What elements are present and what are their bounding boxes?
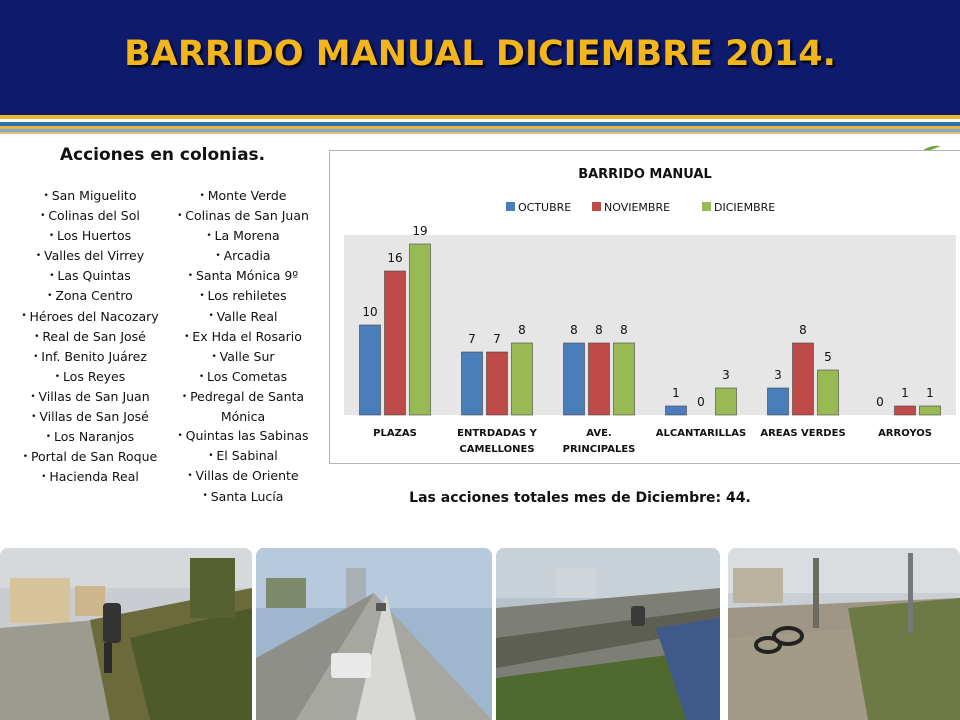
legend-label: OCTUBRE	[518, 201, 572, 214]
bar-noviembre	[487, 352, 508, 415]
data-label: 7	[468, 332, 476, 346]
legend-swatch	[506, 202, 515, 211]
data-label: 3	[774, 368, 782, 382]
bar-octubre	[768, 388, 789, 415]
data-label: 1	[672, 386, 680, 400]
bar-chart	[330, 151, 960, 463]
category-label: ENTRDADAS Y	[457, 428, 537, 439]
data-label: 7	[493, 332, 501, 346]
data-label: 0	[876, 395, 884, 409]
photo-drain-cleaning	[496, 548, 720, 720]
bar-diciembre	[818, 370, 839, 415]
bar-diciembre	[512, 343, 533, 415]
bar-diciembre	[410, 244, 431, 415]
page-title: BARRIDO MANUAL DICIEMBRE 2014.	[124, 34, 836, 74]
colonia-list-item: • Los Naranjos	[5, 427, 175, 447]
colonia-list-item: • Monte Verde	[158, 186, 328, 206]
data-label: 16	[387, 251, 403, 265]
colonia-list-item: • Inf. Benito Juárez	[5, 347, 175, 367]
bar-diciembre	[920, 406, 941, 415]
colonia-list-item: • Pedregal de Santa Mónica	[158, 387, 328, 426]
colonia-list-item: • Quintas las Sabinas	[158, 426, 328, 446]
colonia-list-item: • El Sabinal	[158, 446, 328, 466]
colonia-list-item: • Colinas de San Juan	[158, 206, 328, 226]
category-label: ALCANTARILLAS	[655, 428, 747, 439]
data-label: 8	[595, 323, 603, 337]
data-label: 1	[901, 386, 909, 400]
colonia-list-item: • Villas de San José	[5, 407, 175, 427]
colonia-list-item: • Ex Hda el Rosario	[158, 327, 328, 347]
stripe-gold-3	[0, 132, 960, 134]
colonia-list-item: • San Miguelito	[5, 186, 175, 206]
header-banner	[0, 0, 960, 115]
colonia-list-item: • Valles del Virrey	[5, 246, 175, 266]
colonia-list-item: • La Morena	[158, 226, 328, 246]
colonia-list-item: • Héroes del Nacozary	[5, 307, 175, 327]
colonia-list-item: • Valle Sur	[158, 347, 328, 367]
data-label: 0	[697, 395, 705, 409]
category-label: AVE.	[586, 428, 612, 439]
bar-noviembre	[793, 343, 814, 415]
data-label: 19	[412, 224, 428, 238]
colonia-list-item: • Villas de San Juan	[5, 387, 175, 407]
colonias-heading: Acciones en colonias.	[59, 145, 266, 165]
data-label: 8	[518, 323, 526, 337]
colonia-list-item: • Arcadia	[158, 246, 328, 266]
photo-roadside-weeding	[0, 548, 252, 720]
data-label: 3	[722, 368, 730, 382]
total-actions-summary: Las acciones totales mes de Diciembre: 44.	[409, 490, 751, 506]
colonia-list-item: • Los rehiletes	[158, 286, 328, 306]
bar-diciembre	[614, 343, 635, 415]
colonia-list-item: • Los Reyes	[5, 367, 175, 387]
data-label: 1	[926, 386, 934, 400]
photo-tires-cleanup	[728, 548, 960, 720]
bar-octubre	[462, 352, 483, 415]
bar-octubre	[564, 343, 585, 415]
legend-swatch	[702, 202, 711, 211]
category-label: ARROYOS	[878, 428, 932, 439]
data-label: 8	[570, 323, 578, 337]
colonia-list-item: • Las Quintas	[5, 266, 175, 286]
bar-noviembre	[385, 271, 406, 415]
legend-label: DICIEMBRE	[714, 201, 776, 214]
bar-diciembre	[716, 388, 737, 415]
legend-label: NOVIEMBRE	[604, 201, 671, 214]
colonias-list-2	[158, 186, 328, 507]
category-label: CAMELLONES	[459, 444, 535, 455]
chart-container	[329, 150, 960, 464]
colonias-list-1	[5, 186, 175, 487]
colonia-list-item: • Real de San José	[5, 327, 175, 347]
colonia-list-item: • Zona Centro	[5, 286, 175, 306]
data-label: 5	[824, 350, 832, 364]
colonia-list-item: • Los Cometas	[158, 367, 328, 387]
plot-area	[344, 235, 956, 415]
category-label: AREAS VERDES	[760, 428, 846, 439]
data-label: 10	[362, 305, 378, 319]
chart-title: BARRIDO MANUAL	[578, 167, 712, 182]
bar-noviembre	[895, 406, 916, 415]
data-label: 8	[620, 323, 628, 337]
category-label: PLAZAS	[373, 428, 417, 439]
colonia-list-item: • Santa Mónica 9º	[158, 266, 328, 286]
colonia-list-item: • Valle Real	[158, 307, 328, 327]
data-label: 8	[799, 323, 807, 337]
colonia-list-item: • Villas de Oriente	[158, 466, 328, 486]
bar-octubre	[360, 325, 381, 415]
bar-noviembre	[589, 343, 610, 415]
colonia-list-item: • Los Huertos	[5, 226, 175, 246]
legend-swatch	[592, 202, 601, 211]
photo-bridge-sweeping	[256, 548, 492, 720]
colonia-list-item: • Hacienda Real	[5, 467, 175, 487]
category-label: PRINCIPALES	[562, 444, 636, 455]
colonia-list-item: • Santa Lucía	[158, 487, 328, 507]
bar-octubre	[666, 406, 687, 415]
colonia-list-item: • Colinas del Sol	[5, 206, 175, 226]
colonia-list-item: • Portal de San Roque	[5, 447, 175, 467]
